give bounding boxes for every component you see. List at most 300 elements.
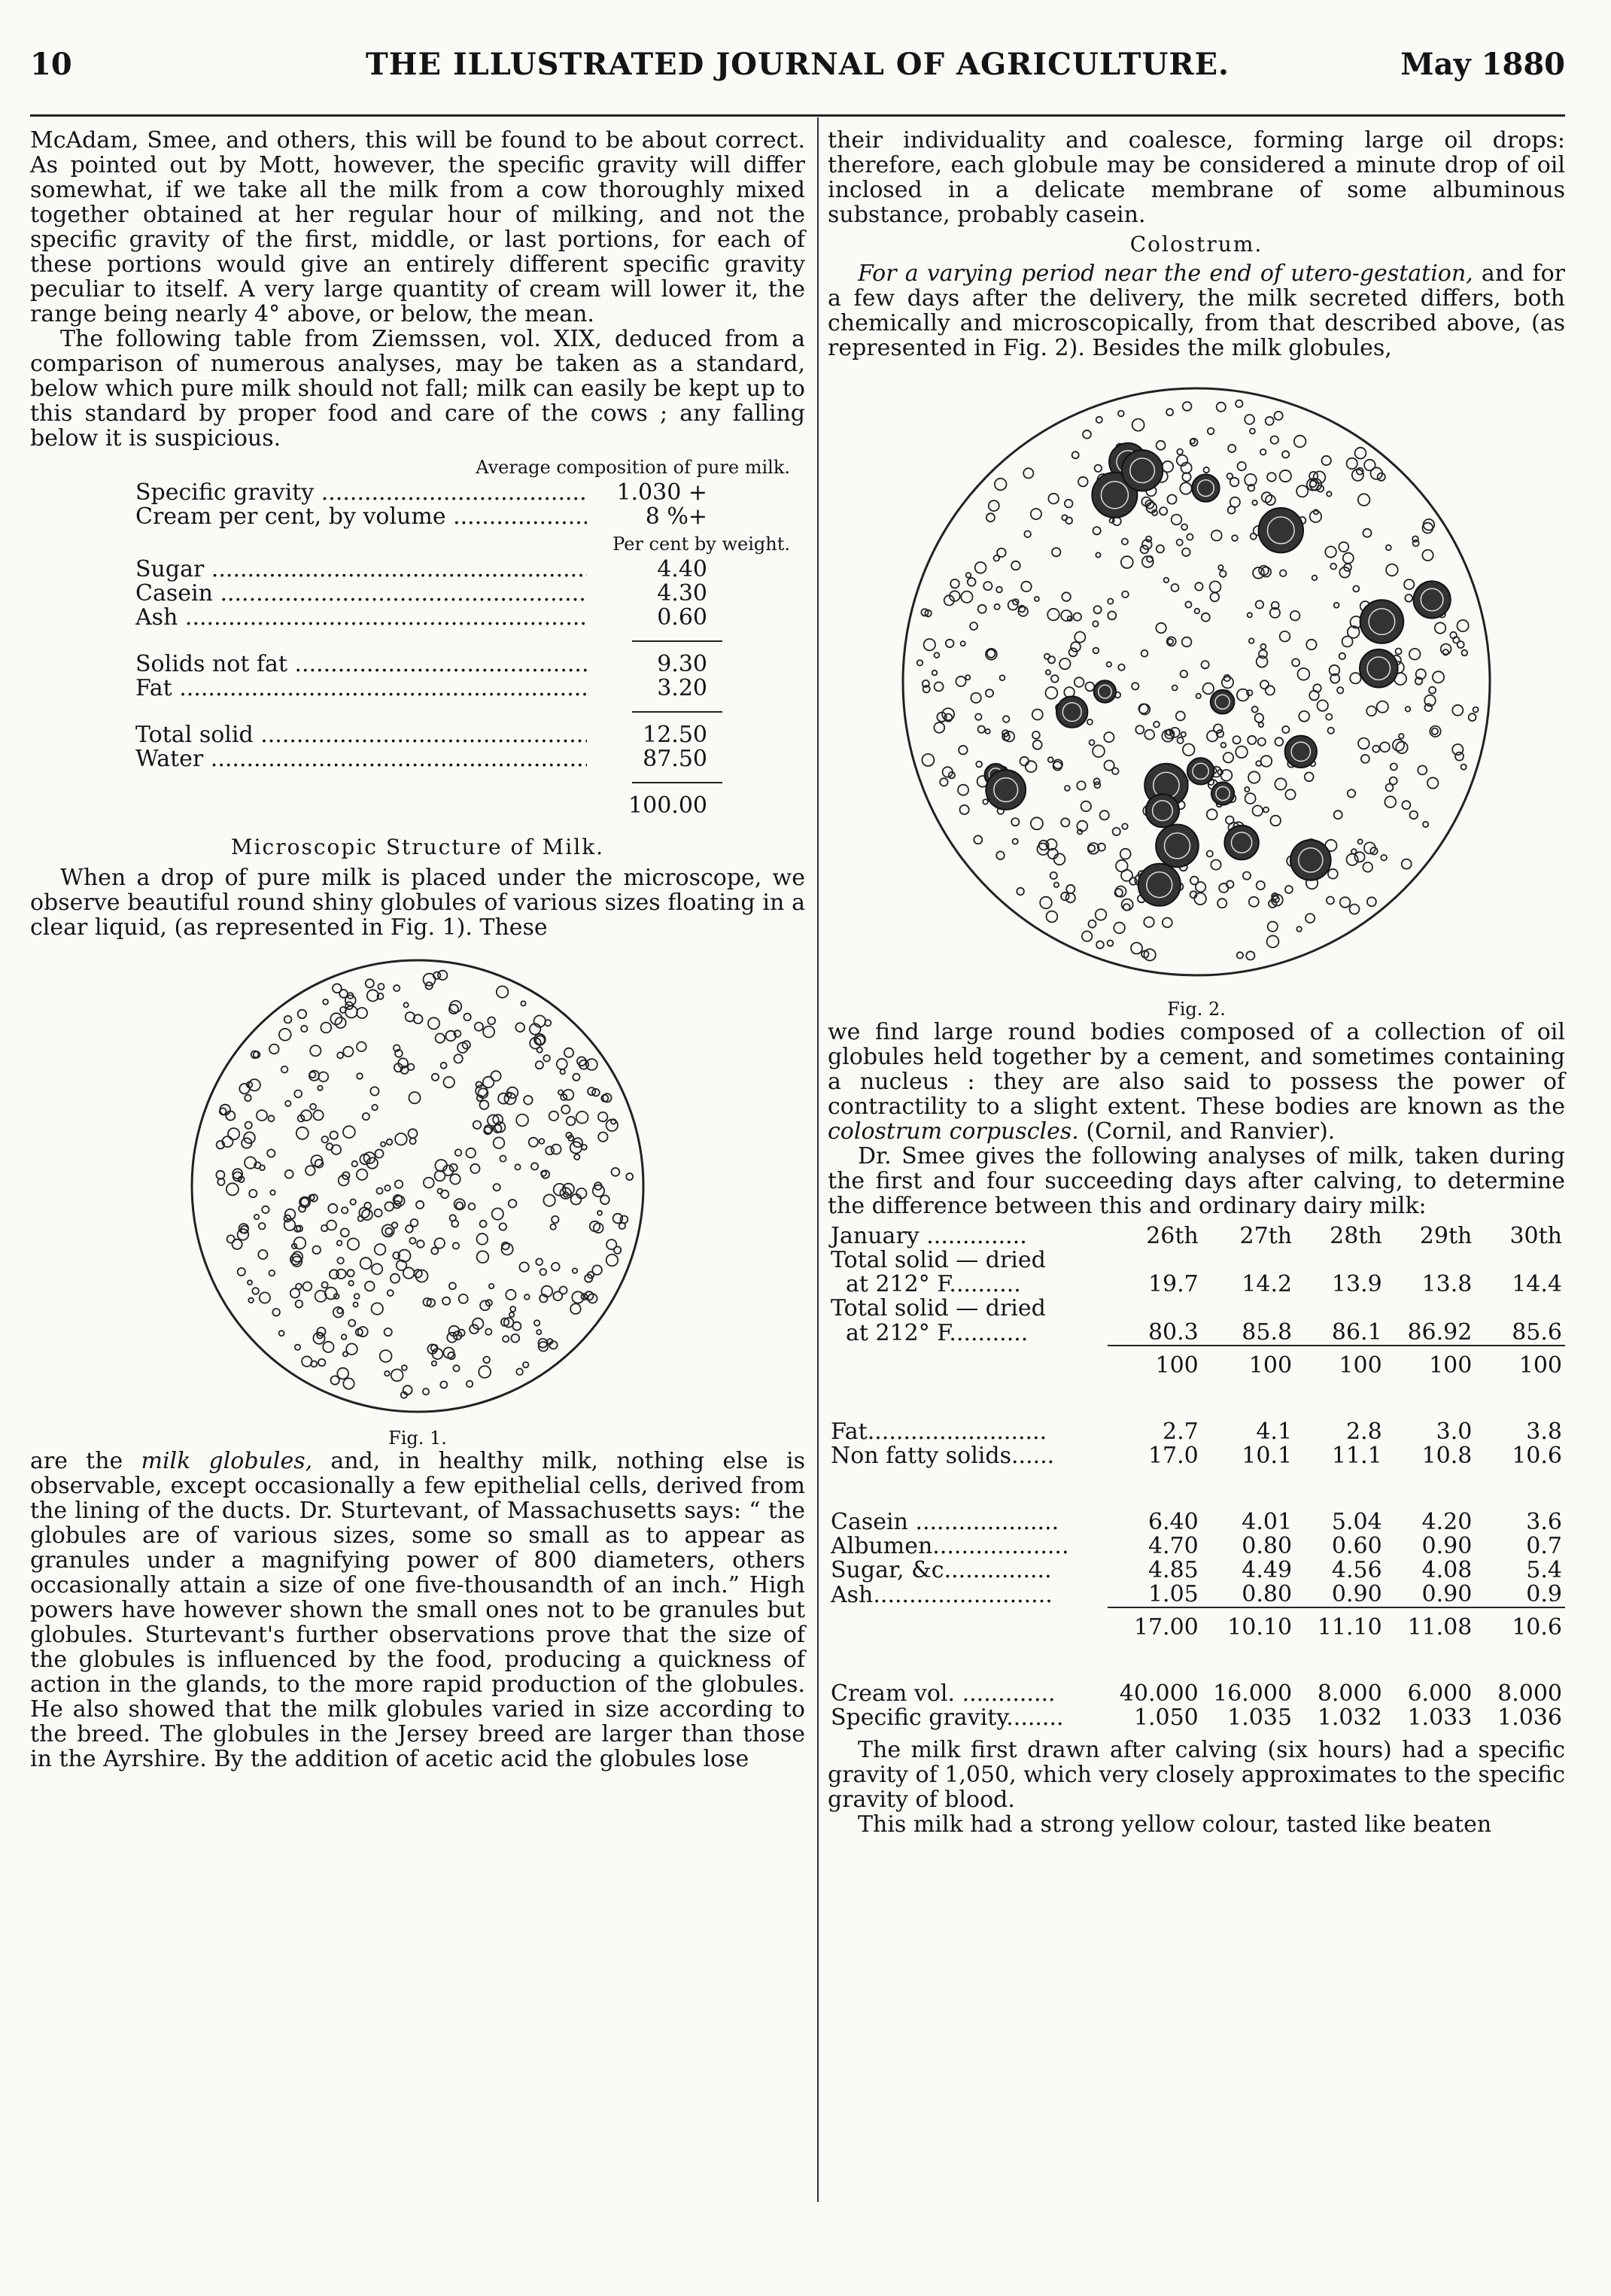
oil-globule bbox=[1132, 419, 1144, 431]
oil-globule bbox=[1294, 436, 1306, 448]
milk-globule bbox=[270, 1191, 275, 1195]
milk-globule bbox=[409, 1092, 420, 1103]
colostrum-corpuscle bbox=[1414, 581, 1451, 618]
milk-globule bbox=[380, 1350, 392, 1362]
oil-globule bbox=[1087, 719, 1093, 725]
oil-globule bbox=[1238, 462, 1246, 470]
oil-globule bbox=[1003, 716, 1010, 722]
oil-globule bbox=[1017, 888, 1024, 896]
paragraph-yellow-colour: This milk had a strong yellow colour, tasted like beaten bbox=[858, 1811, 1492, 1838]
oil-globule bbox=[1246, 951, 1254, 959]
milk-globule bbox=[238, 1268, 245, 1276]
oil-globule bbox=[1078, 477, 1088, 487]
figure-2 bbox=[828, 369, 1565, 1020]
milk-globule bbox=[440, 1382, 447, 1388]
milk-globule bbox=[388, 1290, 394, 1296]
colostrum-corpuscle bbox=[1138, 864, 1181, 906]
oil-globule bbox=[1363, 529, 1372, 537]
oil-globule bbox=[1404, 579, 1414, 589]
oil-globule bbox=[1026, 761, 1037, 772]
milk-globule bbox=[477, 1233, 488, 1245]
milk-globule bbox=[441, 1063, 447, 1069]
oil-globule bbox=[1069, 648, 1078, 656]
oil-globule bbox=[1061, 818, 1069, 826]
milk-globule bbox=[561, 1069, 565, 1074]
milk-globule bbox=[284, 1016, 292, 1023]
oil-globule bbox=[983, 582, 992, 590]
oil-globule bbox=[1046, 687, 1058, 699]
milk-globule bbox=[567, 1117, 576, 1126]
oil-globule bbox=[1423, 822, 1428, 827]
oil-globule bbox=[1260, 644, 1266, 649]
milk-globule bbox=[455, 1149, 462, 1156]
oil-globule bbox=[1046, 670, 1050, 674]
oil-globule bbox=[1144, 917, 1154, 927]
oil-globule bbox=[1176, 711, 1185, 720]
row-fat: Fat ..... 3.20 bbox=[135, 677, 707, 701]
milk-globule bbox=[489, 1284, 494, 1288]
milk-globule bbox=[480, 1221, 487, 1227]
oil-globule bbox=[935, 682, 944, 691]
milk-globule bbox=[534, 1320, 540, 1325]
milk-globule bbox=[318, 1086, 322, 1090]
oil-globule bbox=[1298, 668, 1310, 680]
milk-globule bbox=[330, 1131, 338, 1139]
oil-globule bbox=[1172, 584, 1179, 591]
oil-globule bbox=[1194, 893, 1206, 905]
table-row: Fat......................... 2.7 4.1 2.8 3.0 3.8 bbox=[831, 1419, 1562, 1445]
oil-globule bbox=[1061, 610, 1071, 621]
oil-globule bbox=[1122, 899, 1133, 911]
milk-globule bbox=[294, 1090, 302, 1098]
milk-globule bbox=[606, 1254, 618, 1266]
milk-globule bbox=[321, 1023, 331, 1033]
milk-globule bbox=[606, 1120, 618, 1131]
oil-globule bbox=[1350, 673, 1360, 683]
table-row: Non fatty solids...... 17.0 10.1 11.1 10.8 10.6 bbox=[831, 1443, 1562, 1469]
milk-globule bbox=[228, 1128, 239, 1139]
milk-globule bbox=[245, 1122, 252, 1129]
milk-globule bbox=[524, 1294, 530, 1300]
milk-globule bbox=[387, 1139, 393, 1145]
oil-globule bbox=[1267, 935, 1279, 947]
milk-globule bbox=[296, 1300, 303, 1308]
oil-globule bbox=[1074, 613, 1081, 620]
oil-globule bbox=[995, 479, 1007, 491]
milk-globule bbox=[470, 1164, 479, 1173]
oil-globule bbox=[917, 660, 923, 665]
oil-globule bbox=[1313, 684, 1321, 692]
oil-globule bbox=[1011, 818, 1019, 826]
oil-globule bbox=[1207, 850, 1213, 856]
oil-globule bbox=[1275, 778, 1286, 789]
oil-globule bbox=[975, 562, 986, 573]
composition-table bbox=[30, 457, 805, 818]
oil-globule bbox=[1337, 687, 1343, 693]
oil-globule bbox=[1217, 899, 1226, 908]
milk-globule bbox=[509, 1200, 517, 1208]
milk-globule bbox=[558, 1090, 563, 1094]
oil-globule bbox=[1096, 909, 1107, 920]
oil-globule bbox=[1251, 534, 1257, 540]
oil-globule bbox=[1243, 872, 1251, 880]
milk-globule bbox=[543, 1055, 550, 1062]
oil-globule bbox=[961, 641, 965, 646]
milk-globule bbox=[395, 1133, 407, 1145]
oil-globule bbox=[1118, 664, 1124, 671]
oil-globule bbox=[1257, 881, 1265, 890]
milk-globule bbox=[341, 1228, 349, 1236]
milk-globule bbox=[385, 1228, 392, 1235]
oil-globule bbox=[1377, 701, 1388, 713]
milk-globule bbox=[542, 1286, 553, 1297]
oil-globule bbox=[975, 713, 981, 719]
oil-globule bbox=[1263, 807, 1269, 813]
oil-globule bbox=[1093, 621, 1098, 626]
oil-globule bbox=[1075, 632, 1085, 643]
milk-globule bbox=[352, 1161, 357, 1166]
header-rule bbox=[30, 114, 1565, 117]
oil-globule bbox=[1245, 793, 1256, 804]
oil-globule bbox=[946, 640, 954, 648]
milk-globule bbox=[494, 1184, 500, 1191]
oil-globule bbox=[1347, 458, 1357, 469]
milk-globule bbox=[477, 1251, 489, 1263]
oil-globule bbox=[1050, 872, 1057, 879]
oil-globule bbox=[1167, 494, 1176, 503]
oil-globule bbox=[1180, 482, 1191, 494]
oil-globule bbox=[1031, 509, 1041, 519]
oil-globule bbox=[932, 671, 938, 676]
milk-globule bbox=[272, 1309, 280, 1316]
oil-globule bbox=[1094, 606, 1102, 613]
colostrum-illustration bbox=[899, 369, 1494, 994]
oil-globule bbox=[1163, 918, 1172, 928]
oil-globule bbox=[1228, 445, 1236, 452]
colostrum-corpuscle bbox=[1187, 758, 1214, 784]
oil-globule bbox=[959, 746, 968, 755]
milk-globule bbox=[298, 1010, 306, 1018]
milk-globule bbox=[444, 1077, 454, 1087]
oil-globule bbox=[1223, 753, 1233, 762]
milk-globule bbox=[295, 1345, 300, 1350]
oil-globule bbox=[987, 649, 995, 658]
colostrum-corpuscle bbox=[1192, 474, 1219, 501]
oil-globule bbox=[1247, 690, 1252, 695]
oil-globule bbox=[1256, 601, 1263, 608]
oil-globule bbox=[1083, 430, 1091, 439]
oil-globule bbox=[983, 799, 988, 804]
oil-globule bbox=[1181, 732, 1186, 737]
oil-globule bbox=[1221, 770, 1233, 781]
oil-globule bbox=[1100, 810, 1109, 820]
oil-globule bbox=[1031, 817, 1043, 829]
oil-globule bbox=[965, 675, 970, 680]
oil-globule bbox=[934, 722, 944, 733]
paragraph-smee: Dr. Smee gives the following analyses of milk, taken during the first and four succeeding days after calving, to determine the difference between this and ordinary dairy milk: bbox=[828, 1143, 1565, 1219]
oil-globule bbox=[1081, 801, 1091, 811]
milk-globule bbox=[357, 1169, 367, 1180]
oil-globule bbox=[924, 639, 935, 650]
oil-globule bbox=[978, 605, 986, 613]
oil-globule bbox=[1285, 789, 1295, 799]
oil-globule bbox=[1280, 570, 1287, 576]
section-heading-microscopic: Microscopic Structure of Milk. bbox=[230, 835, 605, 859]
oil-globule bbox=[1182, 473, 1190, 481]
oil-globule bbox=[1424, 519, 1435, 531]
milk-globule bbox=[269, 1270, 275, 1276]
oil-globule bbox=[1052, 548, 1060, 556]
row-solids-not-fat: Solids not fat ..... 9.30 bbox=[135, 652, 707, 677]
milk-globule bbox=[317, 1327, 325, 1336]
milk-globule bbox=[552, 1216, 558, 1223]
oil-globule bbox=[1118, 411, 1124, 417]
milk-globule bbox=[342, 1334, 347, 1340]
milk-globule bbox=[441, 1191, 448, 1198]
oil-globule bbox=[1306, 914, 1315, 923]
oil-globule bbox=[1204, 467, 1209, 473]
oil-globule bbox=[1361, 755, 1369, 763]
oil-globule bbox=[1327, 491, 1331, 496]
oil-globule bbox=[1114, 923, 1125, 934]
milk-globule bbox=[485, 1329, 491, 1335]
milk-globule bbox=[466, 1148, 476, 1158]
sum-rule bbox=[632, 711, 722, 713]
milk-globule bbox=[552, 1263, 560, 1271]
oil-globule bbox=[1271, 436, 1278, 443]
oil-globule bbox=[1221, 743, 1226, 748]
oil-globule bbox=[1096, 552, 1100, 557]
oil-globule bbox=[1330, 564, 1336, 570]
oil-globule bbox=[1358, 494, 1370, 506]
oil-globule bbox=[986, 513, 995, 522]
milk-globule bbox=[305, 1166, 315, 1175]
milk-globule bbox=[442, 1297, 450, 1305]
oil-globule bbox=[1032, 731, 1040, 739]
milk-globule bbox=[436, 1033, 445, 1042]
milk-globule bbox=[416, 1201, 424, 1209]
row-total: 100.00 bbox=[628, 792, 707, 819]
oil-globule bbox=[1023, 468, 1033, 478]
milk-globule bbox=[363, 1113, 369, 1120]
oil-globule bbox=[1402, 859, 1412, 869]
milk-globule bbox=[431, 1248, 438, 1254]
oil-globule bbox=[1187, 534, 1193, 540]
oil-globule bbox=[1255, 713, 1264, 722]
milk-globule bbox=[345, 996, 356, 1006]
oil-globule bbox=[1402, 801, 1410, 809]
oil-globule bbox=[1211, 860, 1220, 870]
composition-header: Average composition of pure milk. bbox=[476, 457, 790, 478]
oil-globule bbox=[1252, 500, 1257, 505]
left-column bbox=[30, 128, 805, 1771]
oil-globule bbox=[1432, 728, 1438, 734]
table-row: Casein .................... 6.40 4.01 5.04 4.20 3.6 bbox=[831, 1509, 1562, 1535]
oil-globule bbox=[1166, 409, 1173, 415]
milk-globule bbox=[571, 1194, 582, 1205]
milk-globule bbox=[348, 1320, 355, 1327]
oil-globule bbox=[1065, 517, 1072, 524]
row-total-solid: Total solid ..... 12.50 bbox=[135, 723, 707, 747]
milk-globule bbox=[521, 1001, 525, 1005]
oil-globule bbox=[1203, 683, 1214, 695]
oil-globule bbox=[1282, 451, 1289, 458]
milk-globule bbox=[385, 1185, 390, 1191]
oil-globule bbox=[1363, 862, 1372, 872]
milk-globule bbox=[267, 1149, 275, 1157]
milk-globule bbox=[346, 1343, 357, 1355]
milk-globule bbox=[480, 1100, 489, 1109]
milk-globule bbox=[576, 1188, 586, 1198]
milk-globule bbox=[245, 1095, 251, 1102]
milk-globule bbox=[494, 1137, 505, 1148]
oil-globule bbox=[1386, 564, 1398, 576]
oil-globule bbox=[1266, 417, 1274, 425]
milk-globule bbox=[226, 1183, 239, 1195]
oil-globule bbox=[1248, 613, 1252, 617]
oil-globule bbox=[1135, 725, 1144, 734]
milk-globule bbox=[395, 1180, 403, 1188]
milk-globule bbox=[473, 1121, 482, 1129]
oil-globule bbox=[1048, 656, 1055, 663]
oil-globule bbox=[1305, 772, 1314, 781]
milk-globule bbox=[428, 1017, 439, 1029]
figure-1 bbox=[30, 949, 805, 1449]
page-number: 10 bbox=[30, 47, 72, 82]
milk-globule bbox=[598, 1133, 607, 1142]
milk-globule bbox=[357, 1042, 366, 1052]
milk-globule bbox=[524, 1096, 533, 1105]
oil-globule bbox=[922, 754, 934, 766]
oil-globule bbox=[1095, 465, 1102, 472]
milk-globule bbox=[453, 1242, 459, 1248]
colostrum-corpuscle bbox=[1122, 450, 1163, 491]
weight-header: Per cent by weight. bbox=[612, 534, 790, 555]
oil-globule bbox=[1122, 823, 1127, 829]
oil-globule bbox=[940, 778, 947, 786]
oil-globule bbox=[958, 785, 968, 795]
milk-globule bbox=[515, 1164, 520, 1169]
oil-globule bbox=[1396, 649, 1402, 655]
oil-globule bbox=[1310, 511, 1321, 522]
paragraph-colostrum: For a varying period near the end of utero-gestation, and for a few days after the delivery, the milk secreted differs, both chemically and microscopically, from that described above, (as represented in Fig. 2). Besides the milk globules, bbox=[828, 260, 1565, 361]
oil-globule bbox=[1268, 922, 1278, 932]
paragraph-milk-globules: are the milk globules, and, in healthy milk, nothing else is observable, except occasionally a few epithelial cells, derived from the lining of the ducts. Dr. Sturtevant, of Massachusetts says: “ the globules are of various sizes, some so small as to appear as granules under a magnifying power of 800 diameters, others occasionally attain a size of one five-thousandth of an inch.” High powers have however shown the small ones not to be granules but globules. Sturtevant's further observations prove that the size of the globules is influenced by the food, producing a quickness of action in the glands, to the more rapid production of the globules. He also showed that the milk globules varied in size according to the breed. The globules in the Jersey breed are larger than those in the Ayrshire. By the addition of acetic acid the globules lose bbox=[30, 1448, 805, 1772]
milk-globule bbox=[612, 1168, 620, 1176]
oil-globule bbox=[1314, 471, 1326, 483]
milk-globule bbox=[328, 1204, 337, 1213]
colostrum-corpuscle bbox=[1146, 794, 1179, 827]
milk-globule bbox=[216, 1171, 224, 1179]
oil-globule bbox=[966, 573, 971, 578]
section-heading-colostrum: Colostrum. bbox=[1129, 232, 1263, 257]
milk-globule bbox=[296, 1127, 309, 1139]
oil-globule bbox=[1280, 631, 1290, 642]
oil-globule bbox=[1245, 415, 1254, 424]
milk-globule bbox=[372, 1105, 377, 1110]
milk-globule bbox=[314, 1110, 324, 1120]
oil-globule bbox=[1089, 920, 1096, 928]
oil-globule bbox=[1122, 539, 1128, 545]
colostrum-corpuscle bbox=[1211, 690, 1235, 714]
milk-globule bbox=[285, 1101, 290, 1106]
oil-globule bbox=[1196, 694, 1201, 698]
colostrum-corpuscle bbox=[1156, 825, 1199, 868]
oil-globule bbox=[1334, 810, 1342, 819]
colostrum-corpuscle bbox=[1285, 736, 1317, 768]
milk-globule bbox=[450, 1001, 461, 1012]
row-casein: Casein ..... 4.30 bbox=[135, 582, 707, 606]
oil-globule bbox=[1107, 662, 1111, 667]
milk-globule bbox=[454, 1054, 462, 1063]
milk-globule bbox=[519, 1262, 528, 1271]
oil-globule bbox=[1033, 740, 1042, 750]
oil-globule bbox=[1211, 593, 1220, 602]
oil-globule bbox=[1312, 576, 1318, 581]
milk-globule bbox=[269, 1115, 275, 1121]
oil-globule bbox=[971, 693, 980, 703]
oil-globule bbox=[1351, 849, 1357, 854]
milk-globule bbox=[536, 1258, 543, 1265]
oil-globule bbox=[1157, 441, 1166, 450]
oil-globule bbox=[1469, 713, 1476, 721]
oil-globule bbox=[1462, 650, 1468, 656]
oil-globule bbox=[1121, 556, 1133, 568]
oil-globule bbox=[1457, 641, 1464, 648]
oil-globule bbox=[1195, 609, 1200, 614]
oil-globule bbox=[1285, 886, 1293, 893]
milk-globule bbox=[227, 1235, 235, 1242]
milk-globule bbox=[301, 1026, 307, 1032]
oil-globule bbox=[1075, 677, 1084, 687]
oil-globule bbox=[1422, 550, 1433, 561]
milk-globule bbox=[598, 1112, 607, 1121]
milk-globule bbox=[488, 1017, 495, 1025]
milk-globule bbox=[348, 1270, 354, 1276]
oil-globule bbox=[1455, 753, 1464, 761]
oil-globule bbox=[1172, 686, 1178, 691]
milk-globule bbox=[323, 999, 328, 1005]
oil-globule bbox=[1122, 591, 1129, 598]
oil-globule bbox=[1011, 561, 1020, 570]
oil-globule bbox=[1082, 931, 1092, 941]
oil-globule bbox=[986, 729, 990, 734]
field-of-view-circle bbox=[192, 960, 643, 1412]
oil-globule bbox=[1260, 449, 1266, 455]
colostrum-corpuscle bbox=[1224, 826, 1258, 859]
oil-globule bbox=[1318, 700, 1328, 710]
paragraph-individuality: their individuality and coalesce, forming large oil drops: therefore, each globule may be considered a minute drop of oil inclosed in a delicate membrane of some albuminous substance, probably casein. bbox=[828, 127, 1565, 228]
oil-globule bbox=[1399, 734, 1404, 739]
milk-globule bbox=[375, 1209, 382, 1217]
oil-globule bbox=[1048, 757, 1053, 762]
oil-globule bbox=[1182, 548, 1190, 556]
milk-globules-illustration bbox=[177, 949, 658, 1423]
milk-globule bbox=[354, 1303, 358, 1307]
milk-globule bbox=[301, 1198, 309, 1206]
milk-globule bbox=[582, 1145, 587, 1150]
oil-globule bbox=[1168, 639, 1173, 644]
milk-globule bbox=[453, 1365, 459, 1371]
milk-globule bbox=[376, 1188, 382, 1194]
oil-globule bbox=[1393, 740, 1404, 751]
oil-globule bbox=[1334, 603, 1339, 608]
milk-globule bbox=[531, 1163, 538, 1169]
milk-globule bbox=[500, 1223, 506, 1230]
oil-globule bbox=[1266, 686, 1275, 695]
oil-globule bbox=[1282, 726, 1289, 733]
milk-globule bbox=[279, 1330, 284, 1336]
